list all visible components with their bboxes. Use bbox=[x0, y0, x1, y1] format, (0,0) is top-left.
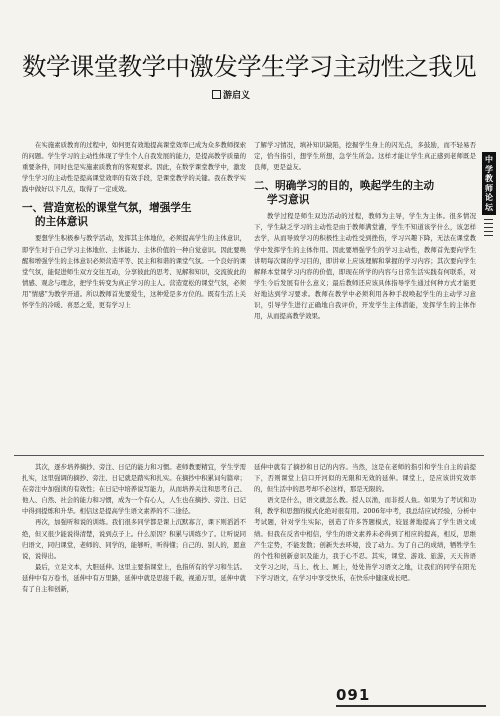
section-2-heading-line-2: 学习意识 bbox=[267, 194, 310, 207]
upper-right-column bbox=[254, 140, 476, 322]
lower-right-paragraph-1: 延伸中就有了摘抄和日记的内容。当然，这是在老师的指引和学生自主的前提下，否则课堂上信口开河似的无限和无效的延伸。课堂上，是应该讲究效率的，但生活中的思考却不必这样，那是无限的。 bbox=[254, 463, 476, 494]
section-1-heading-line-2: 的主体意识 bbox=[35, 216, 88, 229]
section-2-paragraph: 教学过程是师生双边活动的过程，教师为主导，学生为主体。很多情况下，学生缺乏学习的主动性是由于教师满堂灌，学生不知道该学什么，该怎样去学，从而导致学习的积极性主动性受到挫伤，学习兴趣下降，无法在课堂教学中发挥学生的主体作用。因此要增强学生的学习主动性，教师首先要向学生讲明每次课的学习目的，即讲章上应该理解和掌握的学习内容；其次要向学生解释本堂课学习内容的价值，即现在所学的内容与日常生活实践有何联系，对学生今后发展有什么意义；最后教师还应该具体指导学生通过何种方式才能更好地达到学习要求。教师在教学中必须利用各种手段唤起学生的主动学习意识，引导学生进行正确地自我评价，开发学生主体潜能，发挥学生的主体作用，从而提高教学效果。 bbox=[254, 212, 476, 321]
section-2-heading bbox=[254, 179, 476, 207]
lower-right-column bbox=[254, 462, 476, 584]
lower-left-paragraph-1: 其次，逐步培养摘抄、旁注、日记的能力和习惯。老师教要精宜，学生学需扎实，这里强调的摘抄、旁注、日记就是踏实和扎实。在摘抄中积累词句篇章；在旁注中加强读的有效性；在日记中培养说写能力，从而培养关注和思考自己、他人、自然、社会的能力和习惯，成为一个有心人，人生也在摘抄、旁注、日记中得到提炼和升华。相信这是提高学生语文素养的不二途径。 bbox=[22, 463, 246, 516]
section-tab-label: 中 学 教 师 论 坛 bbox=[482, 152, 496, 215]
author-box-icon bbox=[212, 90, 221, 99]
lower-left-paragraph-3: 最后，立足文本，大胆延伸。这里主要指课堂上，也指所有的学习和生活。延伸中有万卷书，延伸中有万里路，延伸中就是思接千载，视通万里，延伸中就有了自主和创新， bbox=[22, 562, 246, 594]
section-2-heading-line-1: 二、明确学习的目的，唤起学生的主动 bbox=[254, 180, 435, 193]
intro-paragraph: 在实施素质教育的过程中，如何更有效地提高课堂效率已成为众多教师探索的问题。学生学习的主动性体现了学生个人自我发展的能力，是提高教学质量的重要条件，同时也是实施素质教育的客观要求。因此，在数学课堂教学中，激发学生学习的主动性是提高课堂效率的有效手段，是课堂教学的关键。我在教学实践中做好以下几点，取得了一定成效。 bbox=[22, 141, 246, 194]
lower-left-column bbox=[22, 462, 246, 595]
page-number: 091 bbox=[336, 686, 371, 704]
section-divider bbox=[14, 455, 484, 456]
section-1-heading-line-1: 一、营造宽松的课堂气氛，增强学生 bbox=[22, 202, 192, 215]
lower-left-paragraph-2: 再次，加强听和说的训练。我们很多同学都是课上沉默寡言，课下则滔滔不绝，但又很少能说得清楚，说到点子上。什么原因？积累与训练少了。让听说同归语文，同归课堂，老师的、同学的，能够听，听得懂；自己的、别人的，愿意说，说得出。 bbox=[22, 518, 246, 560]
journal-section-tab bbox=[482, 152, 496, 236]
upper-left-column bbox=[22, 140, 246, 311]
section-1-heading bbox=[22, 201, 246, 229]
section-tab-rules bbox=[482, 219, 496, 236]
author-name: 游启义 bbox=[223, 91, 251, 101]
article-title: 数学课堂教学中激发学生学习主动性之我见 bbox=[22, 52, 477, 82]
continued-paragraph: 了解学习情况，填补知识缺陷，挖掘学生身上的闪光点，多鼓励，而不轻易否定，恰当指引，想学生所想，急学生所急。这样才能让学生真正感到老师既是良师，更是益友。 bbox=[254, 141, 476, 172]
section-1-paragraph: 要想学生积极参与教学活动，发挥其主体地位，必须提高学生的主体意识，即学生对于自己学习主体地位、主体能力、主体价值的一种自觉意识。因此要唤醒和增强学生的主体意识必须营造平等、民主和和谐的课堂气氛。一个良好的课堂气氛，能促进师生双方交往互动，分享彼此的思考、见解和知识，交流彼此的情感、观念与理念，把学生转变为真正学习的主人。营造宽松的课堂气氛，必须用“情感”为教学开道。所以教师首先要爱生，这种爱是多方位的。既有生活上关怀学生的冷暖、喜恶之爱，更有学习上 bbox=[22, 234, 246, 310]
article-author bbox=[212, 88, 250, 101]
page-number-rule bbox=[336, 705, 486, 707]
lower-right-paragraph-2: 语文是什么，语文就怎么教。授人以渔，而非授人鱼。如果为了考试和功利，教学和思想的模式化绝对很有用。2006年中考，我总结应试经验，分析中考试题，针对学生实际，创造了许多答题模式，较显著地提高了学生语文成绩。但我在反省中相信，学生的语文素养未必得到了相应的提高，相反，思维产生定势，不能发散；创新失去环境，没了动力。为了自己的成绩，牺牲学生的个性和创新意识及能力，我于心不忍。其实，课堂、游戏、旅游，天天皆语文学习之时，马上、枕上、厕上，处处皆学习语文之地，让我们的同学在阳光下学习语文，在学习中享受快乐，在快乐中健康成长吧。 bbox=[254, 496, 476, 582]
